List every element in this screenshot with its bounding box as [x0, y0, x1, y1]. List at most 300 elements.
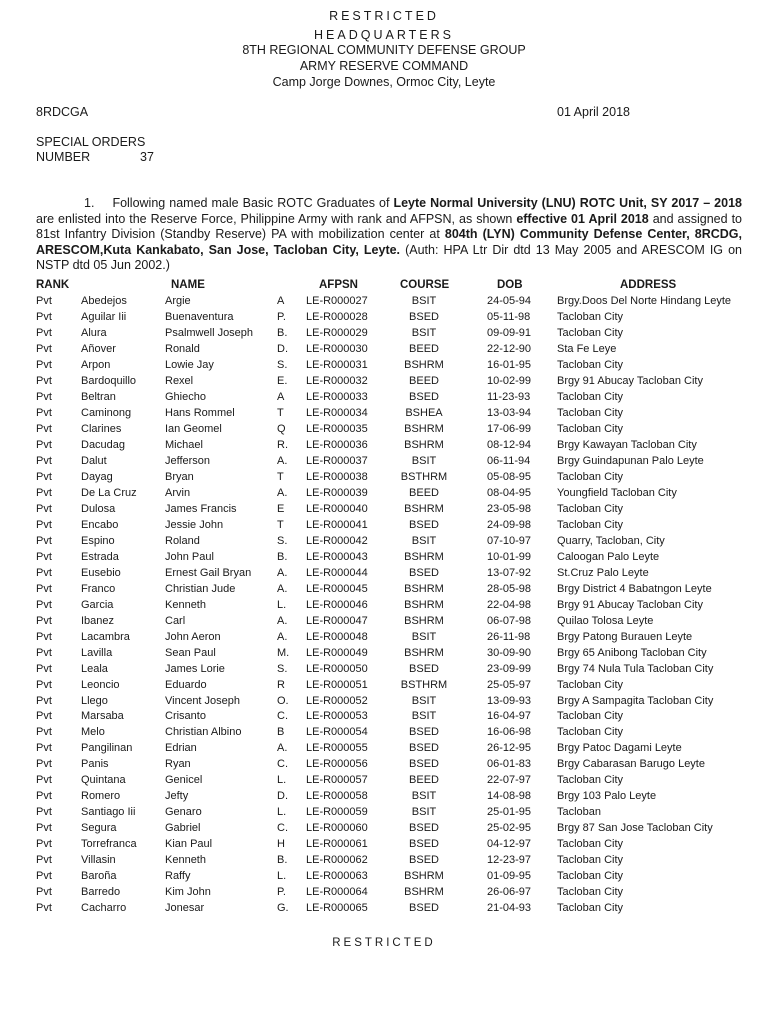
- cell-course: BSED: [409, 742, 439, 755]
- cell-first: Vincent Joseph: [165, 694, 241, 707]
- cell-afpsn: LE-R000045: [306, 582, 368, 595]
- cell-mi: S.: [277, 534, 288, 547]
- table-row: [0, 615, 768, 631]
- cell-last: Alura: [81, 326, 107, 339]
- cell-rank: Pvt: [36, 374, 52, 387]
- table-row: [0, 583, 768, 599]
- cell-address: Tacloban City: [557, 310, 624, 323]
- cell-address: Brgy 74 Nula Tula Tacloban City: [557, 662, 714, 675]
- cell-dob: 10-02-99: [487, 374, 532, 387]
- mobilization-center: 804th (LYN) Community Defense Center, 8RCDG, ARESCOM,Kuta Kankabato, San Jose, Tacloban City, Leyte.: [36, 227, 742, 257]
- cell-last: Clarines: [81, 422, 122, 435]
- cell-address: Tacloban City: [557, 838, 624, 851]
- cell-mi: T: [277, 470, 284, 483]
- cell-course: BSED: [409, 838, 439, 851]
- cell-first: John Paul: [165, 550, 214, 563]
- cell-first: Hans Rommel: [165, 406, 235, 419]
- cell-last: Baroña: [81, 870, 117, 883]
- cell-address: Youngfield Tacloban City: [557, 486, 677, 499]
- cell-first: Michael: [165, 438, 203, 451]
- cell-address: Tacloban City: [557, 886, 624, 899]
- col-header-address: ADDRESS: [620, 279, 677, 291]
- cell-course: BSED: [409, 566, 439, 579]
- cell-dob: 10-01-99: [487, 550, 532, 563]
- cell-rank: Pvt: [36, 822, 52, 835]
- cell-dob: 22-12-90: [487, 342, 532, 355]
- cell-address: Tacloban City: [557, 678, 624, 691]
- cell-first: John Aeron: [165, 630, 221, 643]
- cell-rank: Pvt: [36, 550, 52, 563]
- cell-address: Brgy Cabarasan Barugo Leyte: [557, 758, 705, 771]
- cell-address: Tacloban City: [557, 870, 624, 883]
- cell-first: Ian Geomel: [165, 422, 222, 435]
- cell-afpsn: LE-R000053: [306, 710, 368, 723]
- cell-rank: Pvt: [36, 678, 52, 691]
- cell-address: Tacloban City: [557, 390, 624, 403]
- unit-name: 8TH REGIONAL COMMUNITY DEFENSE GROUP: [242, 43, 526, 57]
- cell-last: Romero: [81, 790, 121, 803]
- classification-bottom: RESTRICTED: [332, 937, 436, 949]
- cell-first: Genicel: [165, 774, 203, 787]
- cell-rank: Pvt: [36, 438, 52, 451]
- cell-dob: 05-08-95: [487, 470, 532, 483]
- cell-rank: Pvt: [36, 774, 52, 787]
- cell-rank: Pvt: [36, 406, 52, 419]
- cell-address: Tacloban City: [557, 502, 624, 515]
- cell-course: BSIT: [411, 710, 437, 723]
- cell-address: Tacloban City: [557, 406, 624, 419]
- cell-course: BSHRM: [404, 646, 444, 659]
- cell-last: Torrefranca: [81, 838, 137, 851]
- table-row: [0, 886, 768, 902]
- cell-afpsn: LE-R000032: [306, 374, 368, 387]
- cell-rank: Pvt: [36, 742, 52, 755]
- cell-last: Lavilla: [81, 646, 113, 659]
- table-row: [0, 471, 768, 487]
- cell-course: BSHRM: [404, 598, 444, 611]
- cell-last: Bardoquillo: [81, 374, 137, 387]
- cell-first: Psalmwell Joseph: [165, 326, 254, 339]
- cell-course: BSED: [409, 662, 439, 675]
- cell-mi: E: [277, 502, 285, 515]
- table-row: [0, 663, 768, 679]
- cell-course: BSIT: [411, 454, 437, 467]
- cell-mi: A.: [277, 614, 288, 627]
- cell-first: Ryan: [165, 758, 191, 771]
- cell-address: Tacloban: [557, 806, 602, 819]
- cell-dob: 12-23-97: [487, 854, 532, 867]
- cell-dob: 06-07-98: [487, 614, 532, 627]
- cell-dob: 26-12-95: [487, 742, 532, 755]
- cell-afpsn: LE-R000035: [306, 422, 368, 435]
- cell-mi: P.: [277, 310, 286, 323]
- table-row: [0, 327, 768, 343]
- orders-title: SPECIAL ORDERS: [36, 135, 146, 149]
- cell-afpsn: LE-R000036: [306, 438, 368, 451]
- table-row: [0, 375, 768, 391]
- cell-last: De La Cruz: [81, 486, 137, 499]
- cell-course: BSIT: [411, 326, 437, 339]
- cell-last: Estrada: [81, 550, 119, 563]
- table-row: [0, 359, 768, 375]
- cell-address: Tacloban City: [557, 326, 624, 339]
- cell-last: Arpon: [81, 358, 111, 371]
- headquarters-title: HEADQUARTERS: [314, 28, 454, 42]
- cell-course: BSHRM: [404, 550, 444, 563]
- cell-first: Rexel: [165, 374, 194, 387]
- cell-address: Brgy Patong Burauen Leyte: [557, 630, 693, 643]
- cell-afpsn: LE-R000031: [306, 358, 368, 371]
- cell-rank: Pvt: [36, 295, 52, 307]
- cell-last: Garcia: [81, 598, 114, 611]
- cell-dob: 16-04-97: [487, 710, 532, 723]
- cell-course: BSTHRM: [400, 470, 448, 483]
- cell-afpsn: LE-R000055: [306, 742, 368, 755]
- cell-last: Ibanez: [81, 614, 115, 627]
- cell-mi: M.: [277, 646, 290, 659]
- table-row: [0, 631, 768, 647]
- cell-rank: Pvt: [36, 454, 52, 467]
- cell-rank: Pvt: [36, 534, 52, 547]
- cell-mi: D.: [277, 790, 288, 803]
- cell-course: BSHRM: [404, 886, 444, 899]
- cell-last: Villasin: [81, 854, 116, 867]
- cell-course: BSHRM: [404, 870, 444, 883]
- cell-last: Santiago Iii: [81, 806, 136, 819]
- cell-mi: G.: [277, 902, 289, 915]
- cell-dob: 07-10-97: [487, 534, 532, 547]
- cell-afpsn: LE-R000064: [306, 886, 368, 899]
- classification-top: RESTRICTED: [329, 9, 439, 23]
- cell-mi: A.: [277, 742, 288, 755]
- cell-dob: 25-05-97: [487, 678, 532, 691]
- cell-first: Genaro: [165, 806, 202, 819]
- cell-rank: Pvt: [36, 854, 52, 867]
- table-row: [0, 295, 768, 311]
- cell-dob: 04-12-97: [487, 838, 532, 851]
- cell-mi: L.: [277, 806, 287, 819]
- cell-course: BSED: [409, 902, 439, 915]
- command-name: ARMY RESERVE COMMAND: [299, 59, 469, 73]
- cell-address: Brgy.Doos Del Norte Hindang Leyte: [557, 295, 732, 307]
- cell-last: Segura: [81, 822, 117, 835]
- cell-mi: T: [277, 406, 284, 419]
- cell-afpsn: LE-R000049: [306, 646, 368, 659]
- cell-mi: R: [277, 678, 285, 691]
- office-code: 8RDCGA: [36, 105, 89, 119]
- cell-address: Brgy Kawayan Tacloban City: [557, 438, 697, 451]
- cell-afpsn: LE-R000034: [306, 406, 368, 419]
- cell-dob: 22-04-98: [487, 598, 532, 611]
- cell-last: Aguilar Iii: [81, 310, 127, 323]
- cell-first: Argie: [165, 295, 191, 307]
- cell-rank: Pvt: [36, 694, 52, 707]
- university-name: Leyte Normal University (LNU) ROTC Unit, SY 2017 – 2018: [393, 196, 742, 210]
- cell-dob: 11-23-93: [487, 390, 531, 403]
- cell-first: Ghiecho: [165, 390, 206, 403]
- cell-afpsn: LE-R000048: [306, 630, 368, 643]
- cell-rank: Pvt: [36, 566, 52, 579]
- cell-dob: 21-04-93: [487, 902, 532, 915]
- table-row: [0, 790, 768, 806]
- table-row: [0, 487, 768, 503]
- cell-afpsn: LE-R000047: [306, 614, 368, 627]
- cell-course: BSHRM: [404, 502, 444, 515]
- cell-dob: 08-04-95: [487, 486, 532, 499]
- cell-last: Espino: [81, 534, 115, 547]
- cell-first: Lowie Jay: [165, 358, 214, 371]
- cell-mi: C.: [277, 758, 288, 771]
- cell-mi: S.: [277, 662, 288, 675]
- cell-last: Leala: [81, 662, 108, 675]
- table-row: [0, 679, 768, 695]
- cell-afpsn: LE-R000059: [306, 806, 368, 819]
- table-row: [0, 758, 768, 774]
- cell-dob: 06-11-94: [487, 454, 531, 467]
- cell-dob: 13-03-94: [487, 406, 532, 419]
- cell-address: Brgy 91 Abucay Tacloban City: [557, 598, 703, 611]
- table-row: [0, 838, 768, 854]
- cell-afpsn: LE-R000062: [306, 854, 368, 867]
- cell-first: Christian Albino: [165, 726, 242, 739]
- cell-course: BSED: [409, 518, 439, 531]
- cell-mi: B.: [277, 550, 288, 563]
- cell-rank: Pvt: [36, 646, 52, 659]
- cell-course: BSTHRM: [400, 678, 448, 691]
- cell-mi: O.: [277, 694, 289, 707]
- cell-rank: Pvt: [36, 486, 52, 499]
- cell-afpsn: LE-R000065: [306, 902, 368, 915]
- cell-address: Tacloban City: [557, 854, 624, 867]
- cell-address: Tacloban City: [557, 774, 624, 787]
- cell-afpsn: LE-R000037: [306, 454, 368, 467]
- cell-dob: 26-06-97: [487, 886, 532, 899]
- cell-mi: B: [277, 726, 285, 739]
- cell-rank: Pvt: [36, 758, 52, 771]
- cell-mi: B.: [277, 854, 288, 867]
- paragraph-number: 1.: [84, 196, 95, 210]
- cell-rank: Pvt: [36, 614, 52, 627]
- cell-mi: H: [277, 838, 285, 851]
- location: Camp Jorge Downes, Ormoc City, Leyte: [272, 75, 496, 89]
- cell-afpsn: LE-R000050: [306, 662, 368, 675]
- cell-afpsn: LE-R000028: [306, 310, 368, 323]
- cell-dob: 25-01-95: [487, 806, 532, 819]
- cell-address: Brgy 87 San Jose Tacloban City: [557, 822, 713, 835]
- order-paragraph: 1. Following named male Basic ROTC Graduates of Leyte Normal University (LNU) ROTC Unit, SY 2017 – 2018 are enlisted into the Reserve Force, Philippine Army with rank and AFPSN, as shown effective 01 April 2018 and assigned to 81st Infantry Division (Standby Reserve) PA with mobilization center at 804th (LYN) Community Defense Center, 8RCDG, ARESCOM,Kuta Kankabato, San Jose, Tacloban City, Leyte. (Auth: HPA Ltr Dir dtd 13 May 2005 and ARESCOM IG on NSTP dtd 05 Jun 2002.): [36, 196, 742, 272]
- cell-dob: 06-01-83: [487, 758, 532, 771]
- cell-course: BEED: [409, 774, 439, 787]
- cell-first: Roland: [165, 534, 200, 547]
- cell-afpsn: LE-R000060: [306, 822, 368, 835]
- cell-first: Gabriel: [165, 822, 201, 835]
- cell-address: Tacloban City: [557, 518, 624, 531]
- cell-afpsn: LE-R000046: [306, 598, 368, 611]
- cell-mi: A.: [277, 630, 288, 643]
- cell-address: Tacloban City: [557, 358, 624, 371]
- table-row: [0, 647, 768, 663]
- cell-last: Caminong: [81, 406, 132, 419]
- table-row: [0, 854, 768, 870]
- cell-last: Panis: [81, 758, 109, 771]
- cell-rank: Pvt: [36, 422, 52, 435]
- cell-dob: 16-01-95: [487, 358, 532, 371]
- cell-afpsn: LE-R000063: [306, 870, 368, 883]
- table-row: [0, 710, 768, 726]
- cell-rank: Pvt: [36, 518, 52, 531]
- cell-last: Leoncio: [81, 678, 120, 691]
- cell-last: Añover: [81, 342, 116, 355]
- cell-course: BSIT: [411, 806, 437, 819]
- cell-address: Tacloban City: [557, 470, 624, 483]
- cell-rank: Pvt: [36, 598, 52, 611]
- cell-rank: Pvt: [36, 806, 52, 819]
- cell-afpsn: LE-R000033: [306, 390, 368, 403]
- col-header-name: NAME: [171, 279, 205, 291]
- cell-last: Dalut: [81, 454, 107, 467]
- cell-address: Brgy A Sampagita Tacloban City: [557, 694, 714, 707]
- cell-afpsn: LE-R000043: [306, 550, 368, 563]
- cell-afpsn: LE-R000051: [306, 678, 368, 691]
- table-row: [0, 726, 768, 742]
- cell-rank: Pvt: [36, 630, 52, 643]
- cell-course: BSHRM: [404, 422, 444, 435]
- cell-mi: A: [277, 295, 285, 307]
- cell-afpsn: LE-R000061: [306, 838, 368, 851]
- cell-course: BSHRM: [404, 358, 444, 371]
- cell-rank: Pvt: [36, 902, 52, 915]
- cell-afpsn: LE-R000038: [306, 470, 368, 483]
- cell-course: BSIT: [411, 534, 437, 547]
- cell-course: BSED: [409, 822, 439, 835]
- cell-course: BSIT: [411, 630, 437, 643]
- cell-mi: D.: [277, 342, 288, 355]
- col-header-course: COURSE: [400, 279, 450, 291]
- table-row: [0, 870, 768, 886]
- cell-first: Ernest Gail Bryan: [165, 566, 252, 579]
- cell-rank: Pvt: [36, 886, 52, 899]
- cell-last: Eusebio: [81, 566, 121, 579]
- cell-last: Dacudag: [81, 438, 126, 451]
- cell-afpsn: LE-R000039: [306, 486, 368, 499]
- table-row: [0, 503, 768, 519]
- table-row: [0, 822, 768, 838]
- cell-rank: Pvt: [36, 390, 52, 403]
- cell-address: Brgy 65 Anibong Tacloban City: [557, 646, 707, 659]
- cell-mi: A.: [277, 582, 288, 595]
- cell-first: Jefty: [165, 790, 189, 803]
- cell-course: BSIT: [411, 694, 437, 707]
- cell-first: Carl: [165, 614, 186, 627]
- cell-dob: 13-07-92: [487, 566, 532, 579]
- cell-first: Kenneth: [165, 598, 206, 611]
- cell-address: Quarry, Tacloban, City: [557, 534, 665, 547]
- cell-first: Sean Paul: [165, 646, 216, 659]
- cell-afpsn: LE-R000029: [306, 326, 368, 339]
- cell-first: Jefferson: [165, 454, 211, 467]
- cell-rank: Pvt: [36, 342, 52, 355]
- cell-last: Franco: [81, 582, 116, 595]
- cell-course: BSED: [409, 854, 439, 867]
- table-row: [0, 806, 768, 822]
- cell-address: Brgy Patoc Dagami Leyte: [557, 742, 682, 755]
- table-row: [0, 567, 768, 583]
- cell-mi: A: [277, 390, 285, 403]
- table-row: [0, 535, 768, 551]
- cell-address: Brgy 103 Palo Leyte: [557, 790, 657, 803]
- table-row: [0, 519, 768, 535]
- cell-last: Llego: [81, 694, 108, 707]
- table-row: [0, 455, 768, 471]
- cell-first: Jonesar: [165, 902, 205, 915]
- cell-rank: Pvt: [36, 358, 52, 371]
- cell-dob: 14-08-98: [487, 790, 532, 803]
- cell-course: BSED: [409, 726, 439, 739]
- col-header-afpsn: AFPSN: [319, 279, 358, 291]
- cell-first: Bryan: [165, 470, 194, 483]
- cell-dob: 17-06-99: [487, 422, 532, 435]
- cell-course: BEED: [409, 374, 439, 387]
- cell-last: Beltran: [81, 390, 116, 403]
- cell-rank: Pvt: [36, 470, 52, 483]
- cell-mi: C.: [277, 710, 288, 723]
- cell-address: Quilao Tolosa Leyte: [557, 614, 654, 627]
- cell-dob: 16-06-98: [487, 726, 532, 739]
- cell-first: Eduardo: [165, 678, 207, 691]
- cell-course: BSHRM: [404, 582, 444, 595]
- table-row: [0, 311, 768, 327]
- cell-first: Buenaventura: [165, 310, 234, 323]
- col-header-rank: RANK: [36, 279, 70, 291]
- cell-rank: Pvt: [36, 710, 52, 723]
- cell-dob: 28-05-98: [487, 582, 532, 595]
- cell-mi: T: [277, 518, 284, 531]
- cell-mi: C.: [277, 822, 288, 835]
- cell-afpsn: LE-R000041: [306, 518, 368, 531]
- cell-mi: L.: [277, 598, 287, 611]
- cell-mi: P.: [277, 886, 286, 899]
- cell-address: Sta Fe Leye: [557, 342, 617, 355]
- effective-date: effective 01 April 2018: [516, 211, 649, 226]
- cell-course: BSIT: [411, 295, 437, 307]
- cell-mi: R.: [277, 438, 288, 451]
- cell-last: Encabo: [81, 518, 119, 531]
- cell-first: Ronald: [165, 342, 200, 355]
- cell-mi: B.: [277, 326, 288, 339]
- cell-last: Abedejos: [81, 295, 127, 307]
- cell-dob: 01-09-95: [487, 870, 532, 883]
- cell-rank: Pvt: [36, 326, 52, 339]
- cell-afpsn: LE-R000042: [306, 534, 368, 547]
- cell-dob: 23-05-98: [487, 502, 532, 515]
- cell-course: BSHRM: [404, 614, 444, 627]
- cell-rank: Pvt: [36, 310, 52, 323]
- cell-dob: 26-11-98: [487, 630, 531, 643]
- cell-last: Melo: [81, 726, 105, 739]
- cell-last: Cacharro: [81, 902, 127, 915]
- cell-course: BSIT: [411, 790, 437, 803]
- cell-first: Arvin: [165, 486, 191, 499]
- table-row: [0, 423, 768, 439]
- cell-rank: Pvt: [36, 502, 52, 515]
- cell-address: Caloogan Palo Leyte: [557, 550, 660, 563]
- cell-afpsn: LE-R000040: [306, 502, 368, 515]
- cell-rank: Pvt: [36, 662, 52, 675]
- cell-course: BSHEA: [405, 406, 443, 419]
- cell-mi: E.: [277, 374, 288, 387]
- table-row: [0, 599, 768, 615]
- col-header-dob: DOB: [497, 279, 523, 291]
